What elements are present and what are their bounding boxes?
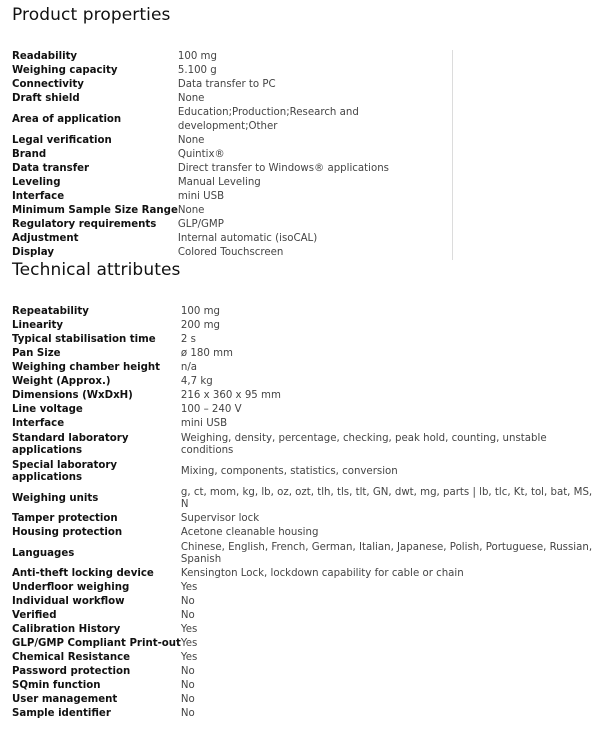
attribute-label: Typical stabilisation time — [12, 334, 156, 345]
attribute-value: g, ct, mom, kg, lb, oz, ozt, tlh, tls, tlt, GN, dwt, mg, parts | lb, tlc, Kt, tol, bat, MS, N — [180, 486, 593, 510]
attribute-label: Housing protection — [12, 527, 123, 538]
table-row — [12, 679, 602, 693]
property-value: GLP/GMP — [177, 219, 224, 230]
attribute-value: Yes — [180, 582, 198, 593]
attribute-value: Mixing, components, statistics, conversion — [180, 465, 398, 477]
table-row — [12, 162, 453, 176]
property-value: Manual Leveling — [177, 177, 261, 188]
property-value: 5.100 g — [177, 65, 217, 76]
attribute-value: Supervisor lock — [180, 513, 260, 524]
table-row — [12, 134, 453, 148]
attribute-label: Interface — [12, 418, 65, 429]
attribute-label: Linearity — [12, 320, 64, 331]
attribute-value: No — [180, 666, 195, 677]
attribute-label: Weighing chamber height — [12, 362, 161, 373]
property-value: None — [177, 205, 205, 216]
attribute-value: Yes — [180, 624, 198, 635]
table-row — [12, 176, 453, 190]
property-value: Data transfer to PC — [177, 79, 276, 90]
attribute-value: 4,7 kg — [180, 376, 213, 387]
property-value: Education;Production;Research and development;Other — [177, 107, 359, 132]
table-row — [12, 375, 602, 389]
table-row — [12, 707, 602, 721]
property-label: Minimum Sample Size Range — [12, 205, 178, 216]
attribute-value: Chinese, English, French, German, Italian, Japanese, Polish, Portuguese, Russian, Spanish — [180, 541, 593, 565]
attribute-label: Repeatability — [12, 306, 89, 317]
table-row — [12, 567, 602, 581]
attribute-value: ø 180 mm — [180, 348, 233, 359]
property-value: Direct transfer to Windows® applications — [177, 163, 389, 174]
technical-attributes-table — [12, 305, 602, 721]
property-label: Draft shield — [12, 93, 80, 104]
property-value: Quintix® — [177, 149, 225, 160]
attribute-value: No — [180, 680, 195, 691]
property-label: Area of application — [12, 114, 122, 125]
table-row — [12, 526, 602, 540]
property-value: mini USB — [177, 191, 225, 202]
table-row — [12, 540, 602, 567]
attribute-value: n/a — [180, 362, 198, 373]
attribute-label: Underfloor weighing — [12, 582, 130, 593]
property-value: Colored Touchscreen — [177, 247, 284, 258]
property-label: Connectivity — [12, 79, 84, 90]
property-label: Display — [12, 247, 54, 258]
attribute-label: Standard laboratory applications — [12, 432, 129, 456]
table-row — [12, 693, 602, 707]
table-row — [12, 305, 602, 319]
attribute-label: User management — [12, 694, 118, 705]
attribute-value: Yes — [180, 638, 198, 649]
attribute-label: Special laboratory applications — [12, 459, 118, 483]
table-row — [12, 623, 602, 637]
property-value: Internal automatic (isoCAL) — [177, 233, 318, 244]
attribute-label: Verified — [12, 610, 57, 621]
attribute-value: Weighing, density, percentage, checking, peak hold, counting, unstable conditions — [180, 432, 547, 456]
attribute-label: Pan Size — [12, 348, 61, 359]
attribute-label: Chemical Resistance — [12, 652, 131, 663]
attribute-label: Sample identifier — [12, 708, 111, 719]
attribute-value: No — [180, 596, 195, 607]
table-row — [12, 64, 453, 78]
table-row — [12, 232, 453, 246]
attribute-value: 2 s — [180, 334, 196, 345]
attribute-value: No — [180, 708, 195, 719]
attribute-label: Weight (Approx.) — [12, 376, 111, 387]
property-label: Legal verification — [12, 135, 112, 146]
property-value: None — [177, 93, 205, 104]
table-row — [12, 319, 602, 333]
attribute-value: No — [180, 610, 195, 621]
table-row — [12, 403, 602, 417]
table-row — [12, 50, 453, 64]
property-label: Adjustment — [12, 233, 79, 244]
table-row — [12, 204, 453, 218]
property-label: Regulatory requirements — [12, 219, 157, 230]
attribute-value: Kensington Lock, lockdown capability for cable or chain — [180, 568, 464, 579]
table-row — [12, 609, 602, 623]
attribute-label: Individual workflow — [12, 596, 125, 607]
table-row — [12, 665, 602, 679]
attribute-label: Calibration History — [12, 624, 121, 635]
attribute-value: Yes — [180, 652, 198, 663]
attribute-label: Tamper protection — [12, 513, 118, 524]
table-row — [12, 581, 602, 595]
table-row — [12, 333, 602, 347]
table-row — [12, 485, 602, 512]
table-row — [12, 417, 602, 431]
attribute-value: mini USB — [180, 418, 228, 429]
table-row — [12, 218, 453, 232]
table-row — [12, 106, 453, 134]
product-properties-heading: Product properties — [12, 5, 171, 25]
attribute-value: 200 mg — [180, 320, 220, 331]
attribute-value: 100 – 240 V — [180, 404, 242, 415]
property-label: Leveling — [12, 177, 61, 188]
attribute-label: Languages — [12, 547, 75, 559]
attribute-value: Acetone cleanable housing — [180, 527, 319, 538]
table-row — [12, 347, 602, 361]
attribute-value: 100 mg — [180, 306, 220, 317]
table-row — [12, 389, 602, 403]
attribute-label: GLP/GMP Compliant Print-out — [12, 638, 181, 649]
product-properties-table — [12, 50, 453, 260]
table-row — [12, 361, 602, 375]
table-row — [12, 637, 602, 651]
property-value: None — [177, 135, 205, 146]
table-row — [12, 651, 602, 665]
attribute-label: SQmin function — [12, 680, 101, 691]
attribute-value: 216 x 360 x 95 mm — [180, 390, 281, 401]
table-row — [12, 431, 602, 458]
table-row — [12, 92, 453, 106]
table-row — [12, 512, 602, 526]
property-label: Interface — [12, 191, 65, 202]
table-row — [12, 148, 453, 162]
property-label: Readability — [12, 51, 78, 62]
table-row — [12, 595, 602, 609]
table-row — [12, 190, 453, 204]
property-label: Weighing capacity — [12, 65, 118, 76]
property-label: Brand — [12, 149, 47, 160]
attribute-value: No — [180, 694, 195, 705]
table-row — [12, 458, 602, 485]
property-value: 100 mg — [177, 51, 217, 62]
attribute-label: Password protection — [12, 666, 131, 677]
table-row — [12, 78, 453, 92]
attribute-label: Weighing units — [12, 492, 99, 504]
property-label: Data transfer — [12, 163, 90, 174]
technical-attributes-heading: Technical attributes — [12, 260, 181, 280]
attribute-label: Anti-theft locking device — [12, 568, 154, 579]
table-row — [12, 246, 453, 260]
attribute-label: Line voltage — [12, 404, 83, 415]
attribute-label: Dimensions (WxDxH) — [12, 390, 133, 401]
